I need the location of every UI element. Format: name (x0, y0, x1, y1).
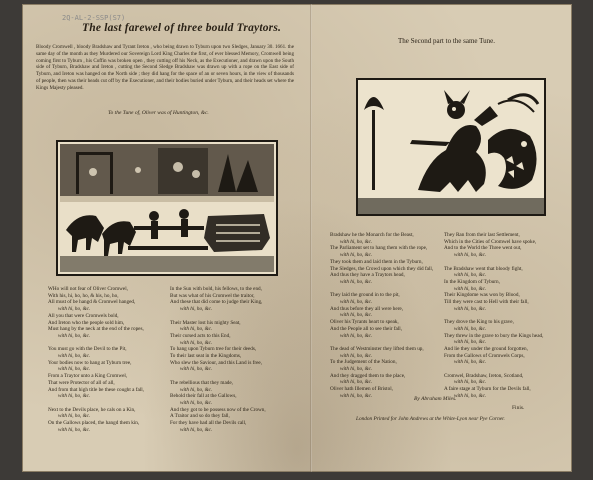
verse-line: with hi, ho, &c. (58, 366, 91, 373)
verse-line (170, 373, 288, 380)
woodcut-devil-illustration (356, 78, 546, 216)
verse-line: They took them and laid them in the Tyburn, (330, 258, 423, 265)
verse-line: And these that did come to judge their King, (170, 299, 263, 306)
verse-line: And the People all to see their fall, (330, 325, 403, 332)
verse-line: with hi, ho, &c. (180, 399, 213, 406)
verse-line: with hi, ho, &c. (454, 392, 487, 399)
verse-line (330, 286, 438, 293)
verse-line (48, 400, 164, 407)
verse-line (330, 339, 438, 346)
verse-line: A Traitor and so do they fall, (170, 413, 230, 420)
verse-line: with hi, ho, &c. (58, 413, 91, 420)
verse-line: Their Kingdome was won by Blood, (444, 292, 520, 299)
verse-line: with hi, ho, &c. (58, 353, 91, 360)
verse-line: Next to the Devils place, he cals on a Kin, (48, 406, 136, 413)
verse-line: And thus before they all were here, (330, 305, 404, 312)
tune-line: To the Tune of, Oliver was of Huntington, &c. (108, 110, 209, 116)
verse-line: with hi, ho, &c. (58, 426, 91, 433)
verse-line: with hi, ho, &c. (180, 386, 213, 393)
finis-mark: Finis. (512, 405, 525, 411)
verse-line: But was what of his Cromwel the traitor, (170, 292, 255, 299)
verse-line (444, 312, 552, 319)
verse-line: with hi, ho, &c. (340, 352, 373, 359)
verse-line: They threw in the grave to bury the Kings head, (444, 332, 544, 339)
verse-line: In the Kingdom of Tyburn, (444, 278, 500, 285)
verse-line: with hi, ho, &c. (58, 332, 91, 339)
verse-line: with hi, ho, &c. (180, 426, 213, 433)
verse-line: To their last seat in the Kingdoms, (170, 353, 242, 360)
verse-line (170, 313, 288, 320)
verse-line: with hi, ho, &c. (454, 359, 487, 366)
printer-imprint: London Printed for John Andrews at the White-Lyon near Pye Corner. (356, 416, 505, 422)
verse-line: For they have had all the Devils call, (170, 420, 247, 427)
verse-line: Behold their fall at the Gallows, (170, 393, 237, 400)
verse-line: with hi, ho, &c. (340, 392, 373, 399)
verse-line: Must hang by the neck at the end of the ropes, (48, 326, 144, 333)
verse-line: The Sledges, the Crowd upon which they did fall, (330, 265, 434, 272)
verse-line: That were Protector of all of all, (48, 379, 115, 386)
verse-line: All you that were Cromwels bold, (48, 312, 119, 319)
verse-line: with hi, ho, &c. (340, 366, 373, 373)
verse-line: They Ran from their last Settlement, (444, 232, 520, 238)
verse-line: The Parliament set to hang them with the rope, (330, 245, 428, 252)
verse-line: And from that high title be these cought a fall, (48, 386, 144, 393)
pencil-catalog-note: 2Q-AL-2-SSP(S7) (62, 14, 126, 22)
verse-line: The rebellious that they made, (170, 379, 233, 386)
verse-line: And they dragged them to the place, (330, 372, 406, 379)
verse-line: with hi, ho, &c. (454, 272, 487, 279)
verse-line (444, 366, 552, 373)
verse-line: WHo will not fear of Oliver Cromwel, (48, 286, 128, 292)
verse-line: And they got to be possess now of the Crown, (170, 406, 266, 413)
verse-line: In the Sun with bold, his fellows, to the end, (170, 286, 262, 292)
verse-line: with hi, ho, &c. (58, 393, 91, 400)
verse-line: with hi, ho, &c. (340, 379, 373, 386)
intro-paragraph: Bloody Cromwell , bloody Bradshaw and Tyrant Ireton , who being drawn to Tyburn upon two Sledges, January 30. 1661. the same day of the month as they Murdered our Sovereign Lord King Charles the first, of ever blessed Memory, Cromwell being coming first to Tyburn , his Coffin was broken open , they cutting off his Neck, as the Executioner, and drawn upon the South side of Tyburn, Bradshaw and Ireton , cutting the Second Sledge Bradshaw was drawn up with a rope on the East side of Tyburn, and Ireton was hanged on the North side ; they did hang for the space of an or seven hours, in the view of thousands of people, then was their heads cut off by the Executioner, and their bodies buried under Tyburn, and their heads set where the Kings Majesty pleased. (36, 44, 294, 91)
verse-line: They laid the ground in to the pit, (330, 292, 400, 299)
verse-line: And lie they under the ground forgotten, (444, 345, 528, 352)
verse-line: And to the World the Three went out, (444, 245, 522, 252)
verse-line: All must of be hangd & Cromwel hanged, (48, 299, 136, 306)
verse-line: To hang upon Tyburn tree for their deeds, (170, 346, 257, 353)
verse-line: with hi, ho, &c. (454, 325, 487, 332)
verse-line: Oliver his Tyrants heart to speak, (330, 319, 399, 326)
verse-line: with hi, ho, &c. (180, 339, 213, 346)
verse-line: with hi, ho, &c. (454, 285, 487, 292)
verse-line: Bradshaw he the Monarch for the Beast, (330, 232, 414, 238)
verse-line: with hi, ho, &c. (454, 252, 487, 259)
verse-line: And thus they have a Traytors head, (330, 272, 405, 279)
verse-line: with hi, ho, &c. (58, 306, 91, 313)
verse-line: with hi, ho, &c. (180, 366, 213, 373)
verse-line: Who slew the Saviour, and this Land is free, (170, 359, 262, 366)
verse-line: On the Gallows placed, the hangd them kin, (48, 420, 140, 427)
woodcut-sledges-illustration (56, 140, 278, 276)
center-fold (310, 4, 312, 472)
verse-line: The dead of Westminster they lifted them up, (330, 345, 424, 352)
author-signature: By Abraham Miles. (414, 396, 457, 402)
verse-line: A faire stage at Tyburn for the Devils fall, (444, 386, 531, 393)
verse-column-1 (48, 286, 164, 433)
verse-line: with hi, ho, &c. (340, 299, 373, 306)
verse-line: with hi, ho, &c. (454, 305, 487, 312)
verse-line: with hi, ho, &c. (180, 306, 213, 313)
verse-line: with hi, ho, &c. (340, 332, 373, 339)
verse-line: And Ireton who the people sold him, (48, 319, 125, 326)
verse-line: with hi, ho, &c. (340, 278, 373, 285)
verse-line: Your bodies now to hang at Tyburn tree, (48, 359, 132, 366)
verse-line (444, 259, 552, 266)
verse-line: with hi, ho, &c. (340, 238, 373, 245)
second-part-heading: The Second part to the same Tune. (398, 37, 496, 45)
verse-line: Their Master lost his mighty Seat, (170, 319, 241, 326)
verse-line: Which in the Cities of Cromwel have spoke, (444, 238, 537, 245)
verse-line: with hi, ho, &c. (340, 252, 373, 259)
verse-line: with hi, ho, &c. (454, 379, 487, 386)
verse-line: From the Gallows of Cromwels Corps, (444, 352, 525, 359)
verse-column-2 (170, 286, 288, 433)
woodcut-sledges-drawing (58, 142, 276, 274)
verse-line: Cromwel, Bradshaw, Ireton, Scotland, (444, 372, 524, 379)
verse-line: They drove the King to his grave, (444, 319, 514, 326)
ballad-title: The last farewel of three bould Traytors. (82, 22, 282, 34)
verse-line: The Bradshaw went that bloody fight, (444, 265, 523, 272)
verse-line: with hi, ho, &c. (454, 339, 487, 346)
verse-line (48, 340, 164, 347)
verse-line: With his, hi, ho, ho, & his, ho, ho, (48, 292, 119, 299)
verse-line: Till they were cast to Hell with their fall, (444, 299, 529, 306)
verse-line: You must go with the Devil to the Pit, (48, 346, 127, 353)
verse-line: From a Traytor unto a King Cromwel, (48, 373, 128, 380)
verse-line: with hi, ho, &c. (340, 312, 373, 319)
verse-line: with hi, ho, &c. (180, 326, 213, 333)
verse-line: To the Judgement of the Nation, (330, 359, 397, 366)
verse-column-3 (330, 232, 438, 400)
woodcut-devil-drawing (358, 80, 544, 214)
verse-column-4 (444, 232, 552, 400)
verse-line: Oliver hath Illemen of Bristol, (330, 386, 393, 393)
verse-line: Their cursed acts to this End, (170, 332, 231, 339)
